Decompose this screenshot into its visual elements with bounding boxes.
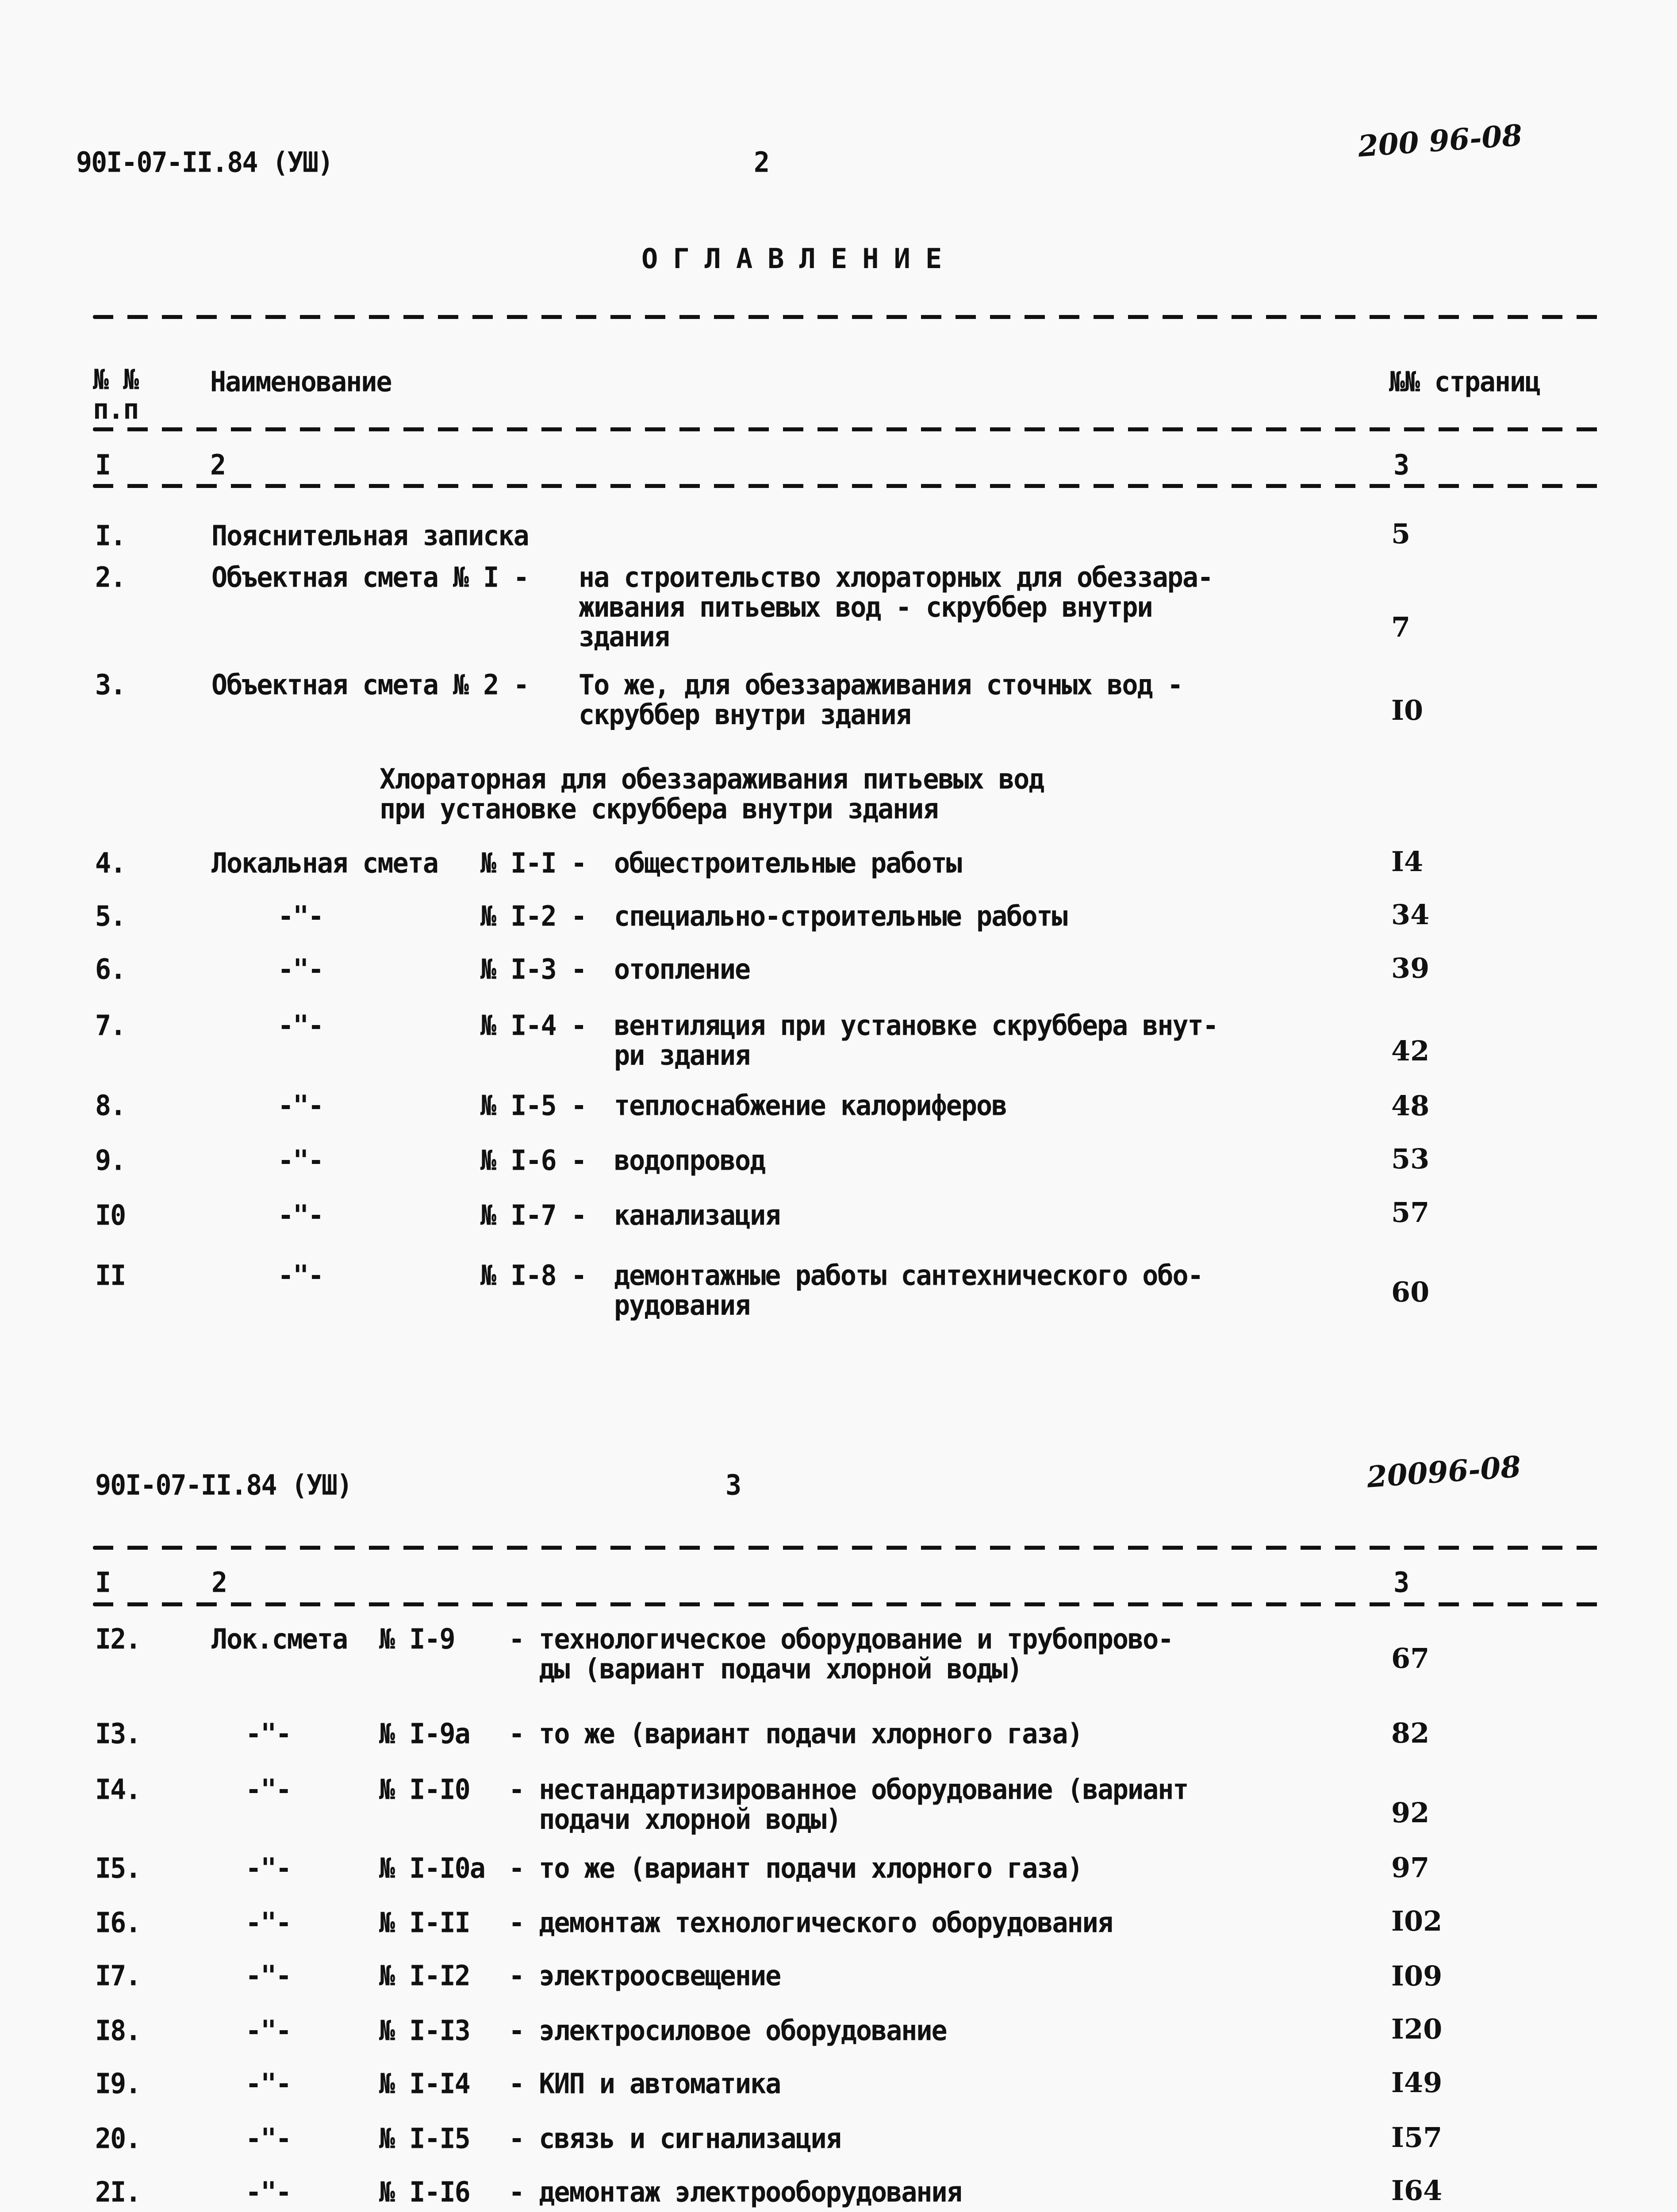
page-number: 2 [754, 146, 769, 179]
row-page: I49 [1391, 2066, 1443, 2099]
row-code: № I-I4 [379, 2067, 470, 2101]
divider-dashed [93, 315, 1601, 319]
row-number: I9. [95, 2067, 141, 2101]
row-name-ditto: -"- [278, 1144, 323, 1177]
row-description: отопление [614, 953, 750, 986]
row-number: 6. [95, 953, 126, 986]
row-code: № I-3 - [480, 953, 586, 986]
row-name-ditto: -"- [278, 953, 323, 986]
row-description: - демонтаж электрооборудования [509, 2176, 962, 2209]
row-code: № I-4 - [480, 1009, 586, 1042]
handwritten-code: 20096-08 [1366, 1449, 1522, 1494]
row-name-ditto: -"- [246, 1959, 291, 1993]
row-code: № I-I - [480, 847, 586, 880]
row-code: № I-2 - [480, 900, 586, 933]
header-col3: №№ страниц [1389, 365, 1540, 399]
row-page: 57 [1391, 1196, 1430, 1229]
row-name: Лок.смета [211, 1623, 348, 1656]
row-name-ditto: -"- [246, 1852, 291, 1885]
row-number: II [95, 1259, 126, 1292]
col-number-2: 2 [210, 449, 226, 482]
row-number: 4. [95, 847, 126, 880]
row-description: демонтажные работы сантехнического обо- рудования [614, 1259, 1203, 1322]
row-code: № I-6 - [480, 1144, 586, 1177]
handwritten-code: 200 96-08 [1357, 118, 1523, 164]
row-code: № I-9 [379, 1623, 455, 1656]
row-code: № I-I3 [379, 2014, 470, 2047]
row-name-ditto: -"- [278, 1199, 323, 1232]
row-page: I02 [1391, 1905, 1443, 1937]
row-description: специально-строительные работы [614, 900, 1067, 933]
row-page: I0 [1391, 694, 1424, 726]
row-description: общестроительные работы [614, 847, 961, 880]
row-name: Локальная смета [211, 847, 438, 880]
row-number: 7. [95, 1009, 126, 1042]
row-number: 9. [95, 1144, 126, 1177]
row-code: № I-I2 [379, 1959, 470, 1993]
row-name: Объектная смета № 2 - [211, 668, 529, 702]
row-page: 34 [1391, 899, 1430, 931]
row-description: теплоснабжение калориферов [614, 1089, 1007, 1122]
row-page: 7 [1391, 611, 1411, 643]
row-page: 39 [1391, 952, 1430, 984]
row-number: I0 [95, 1199, 126, 1232]
row-code: № I-II [379, 1906, 470, 1939]
header-col1-line1: № № [93, 363, 138, 396]
row-page: I09 [1391, 1960, 1443, 1992]
row-name-ditto: -"- [246, 2067, 291, 2101]
row-description: канализация [614, 1199, 780, 1232]
row-description: - связь и сигнализация [509, 2122, 841, 2155]
col-number-3: 3 [1393, 449, 1409, 482]
row-number: 2. [95, 561, 126, 594]
col-number-1: I [95, 449, 111, 482]
col-number-3: 3 [1393, 1566, 1409, 1599]
row-code: № I-I0 [379, 1773, 470, 1806]
row-code: № I-5 - [480, 1089, 586, 1122]
divider-dashed [93, 1546, 1601, 1550]
row-number: 20. [95, 2122, 141, 2155]
row-number: I3. [95, 1717, 141, 1751]
section-heading: Хлораторная для обеззараживания питьевых вод при установке скруббера внутри здания [380, 763, 1044, 826]
row-number: I6. [95, 1906, 141, 1939]
page-title: ОГЛАВЛЕНИЕ [641, 242, 957, 275]
document-code: 90I-07-II.84 (УШ) [95, 1469, 352, 1502]
row-page: 92 [1391, 1797, 1430, 1829]
row-name-ditto: -"- [246, 2014, 291, 2047]
row-name-ditto: -"- [246, 1717, 291, 1751]
row-code: № I-7 - [480, 1199, 586, 1232]
row-page: 97 [1391, 1851, 1430, 1884]
row-number: 2I. [95, 2176, 141, 2209]
row-number: 3. [95, 668, 126, 702]
divider-dashed [93, 1602, 1601, 1606]
row-description: То же, для обеззараживания сточных вод - скруббер внутри здания [579, 668, 1182, 731]
page-number: 3 [725, 1469, 741, 1502]
row-name-ditto: -"- [246, 2122, 291, 2155]
row-page: 5 [1391, 518, 1411, 550]
divider-dashed [93, 427, 1601, 431]
row-description: - электросиловое оборудование [509, 2014, 947, 2047]
row-name-ditto: -"- [278, 900, 323, 933]
row-code: № I-9а [379, 1717, 470, 1751]
row-page: 67 [1391, 1642, 1430, 1674]
row-name-ditto: -"- [278, 1089, 323, 1122]
row-page: I20 [1391, 2013, 1443, 2045]
row-name-ditto: -"- [278, 1009, 323, 1042]
row-description: - демонтаж технологического оборудования [509, 1906, 1113, 1939]
row-name-ditto: -"- [246, 1906, 291, 1939]
row-description: - технологическое оборудование и трубопрово- ды (вариант подачи хлорной воды) [509, 1623, 1173, 1686]
row-description: водопровод [614, 1144, 765, 1177]
row-name: Пояснительная записка [211, 519, 529, 553]
header-col1-line2: п.п [93, 393, 138, 426]
row-number: I2. [95, 1623, 141, 1656]
row-page: 42 [1391, 1035, 1430, 1067]
row-page: 48 [1391, 1090, 1430, 1122]
row-code: № I-I6 [379, 2176, 470, 2209]
row-code: № I-I5 [379, 2122, 470, 2155]
row-page: 60 [1391, 1276, 1430, 1308]
row-description: - электроосвещение [509, 1959, 781, 1993]
row-code: № I-I0а [379, 1852, 485, 1885]
divider-dashed [93, 484, 1601, 488]
row-name-ditto: -"- [246, 2176, 291, 2209]
row-name-ditto: -"- [246, 1773, 291, 1806]
row-number: I7. [95, 1959, 141, 1993]
row-description: - нестандартизированное оборудование (вариант подачи хлорной воды) [509, 1773, 1188, 1836]
row-description: на строительство хлораторных для обеззара- живания питьевых вод - скруббер внутри здания [579, 561, 1213, 653]
row-number: 5. [95, 900, 126, 933]
document-code: 90I-07-II.84 (УШ) [76, 146, 333, 179]
row-number: 8. [95, 1089, 126, 1122]
row-name-ditto: -"- [278, 1259, 323, 1292]
row-description: - то же (вариант подачи хлорного газа) [509, 1852, 1082, 1885]
row-name: Объектная смета № I - [211, 561, 529, 594]
row-description: - то же (вариант подачи хлорного газа) [509, 1717, 1082, 1751]
row-number: I4. [95, 1773, 141, 1806]
row-page: I64 [1391, 2174, 1443, 2207]
row-description: - КИП и автоматика [509, 2067, 781, 2101]
row-page: 53 [1391, 1143, 1430, 1175]
row-page: I57 [1391, 2121, 1443, 2154]
row-page: I4 [1391, 845, 1424, 878]
row-description: вентиляция при установке скруббера внут- ри здания [614, 1009, 1218, 1072]
col-number-2: 2 [211, 1566, 227, 1599]
row-number: I. [95, 519, 126, 553]
row-number: I5. [95, 1852, 141, 1885]
row-code: № I-8 - [480, 1259, 586, 1292]
col-number-1: I [95, 1566, 111, 1599]
row-number: I8. [95, 2014, 141, 2047]
header-col2: Наименование [210, 365, 391, 399]
row-page: 82 [1391, 1717, 1430, 1749]
